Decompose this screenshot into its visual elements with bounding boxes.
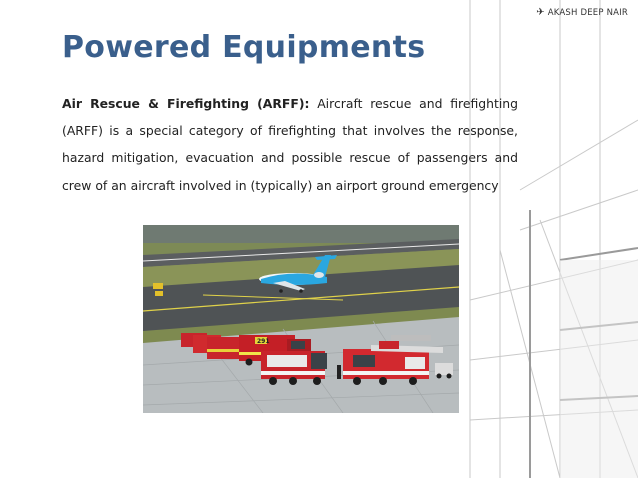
author-credit: [536, 7, 628, 18]
author-name: AKASH DEEP NAIR: [547, 8, 628, 18]
truck-number: 291: [257, 338, 270, 345]
airplane-icon: ✈: [536, 7, 545, 18]
arff-term: Air Rescue & Firefighting (ARFF):: [62, 96, 310, 111]
arff-photo: [143, 225, 459, 413]
airport-scene-illustration: [143, 225, 459, 413]
slide-title: Powered Equipments: [62, 30, 426, 65]
arff-description: Aircraft rescue and firefighting (ARFF) is a special category of firefighting that involves the response, hazard mitigation, evacuation and possible rescue of passengers and crew of an aircraft involved in (typically) an airport ground emergency: [62, 96, 518, 193]
body-paragraph: [62, 90, 518, 199]
